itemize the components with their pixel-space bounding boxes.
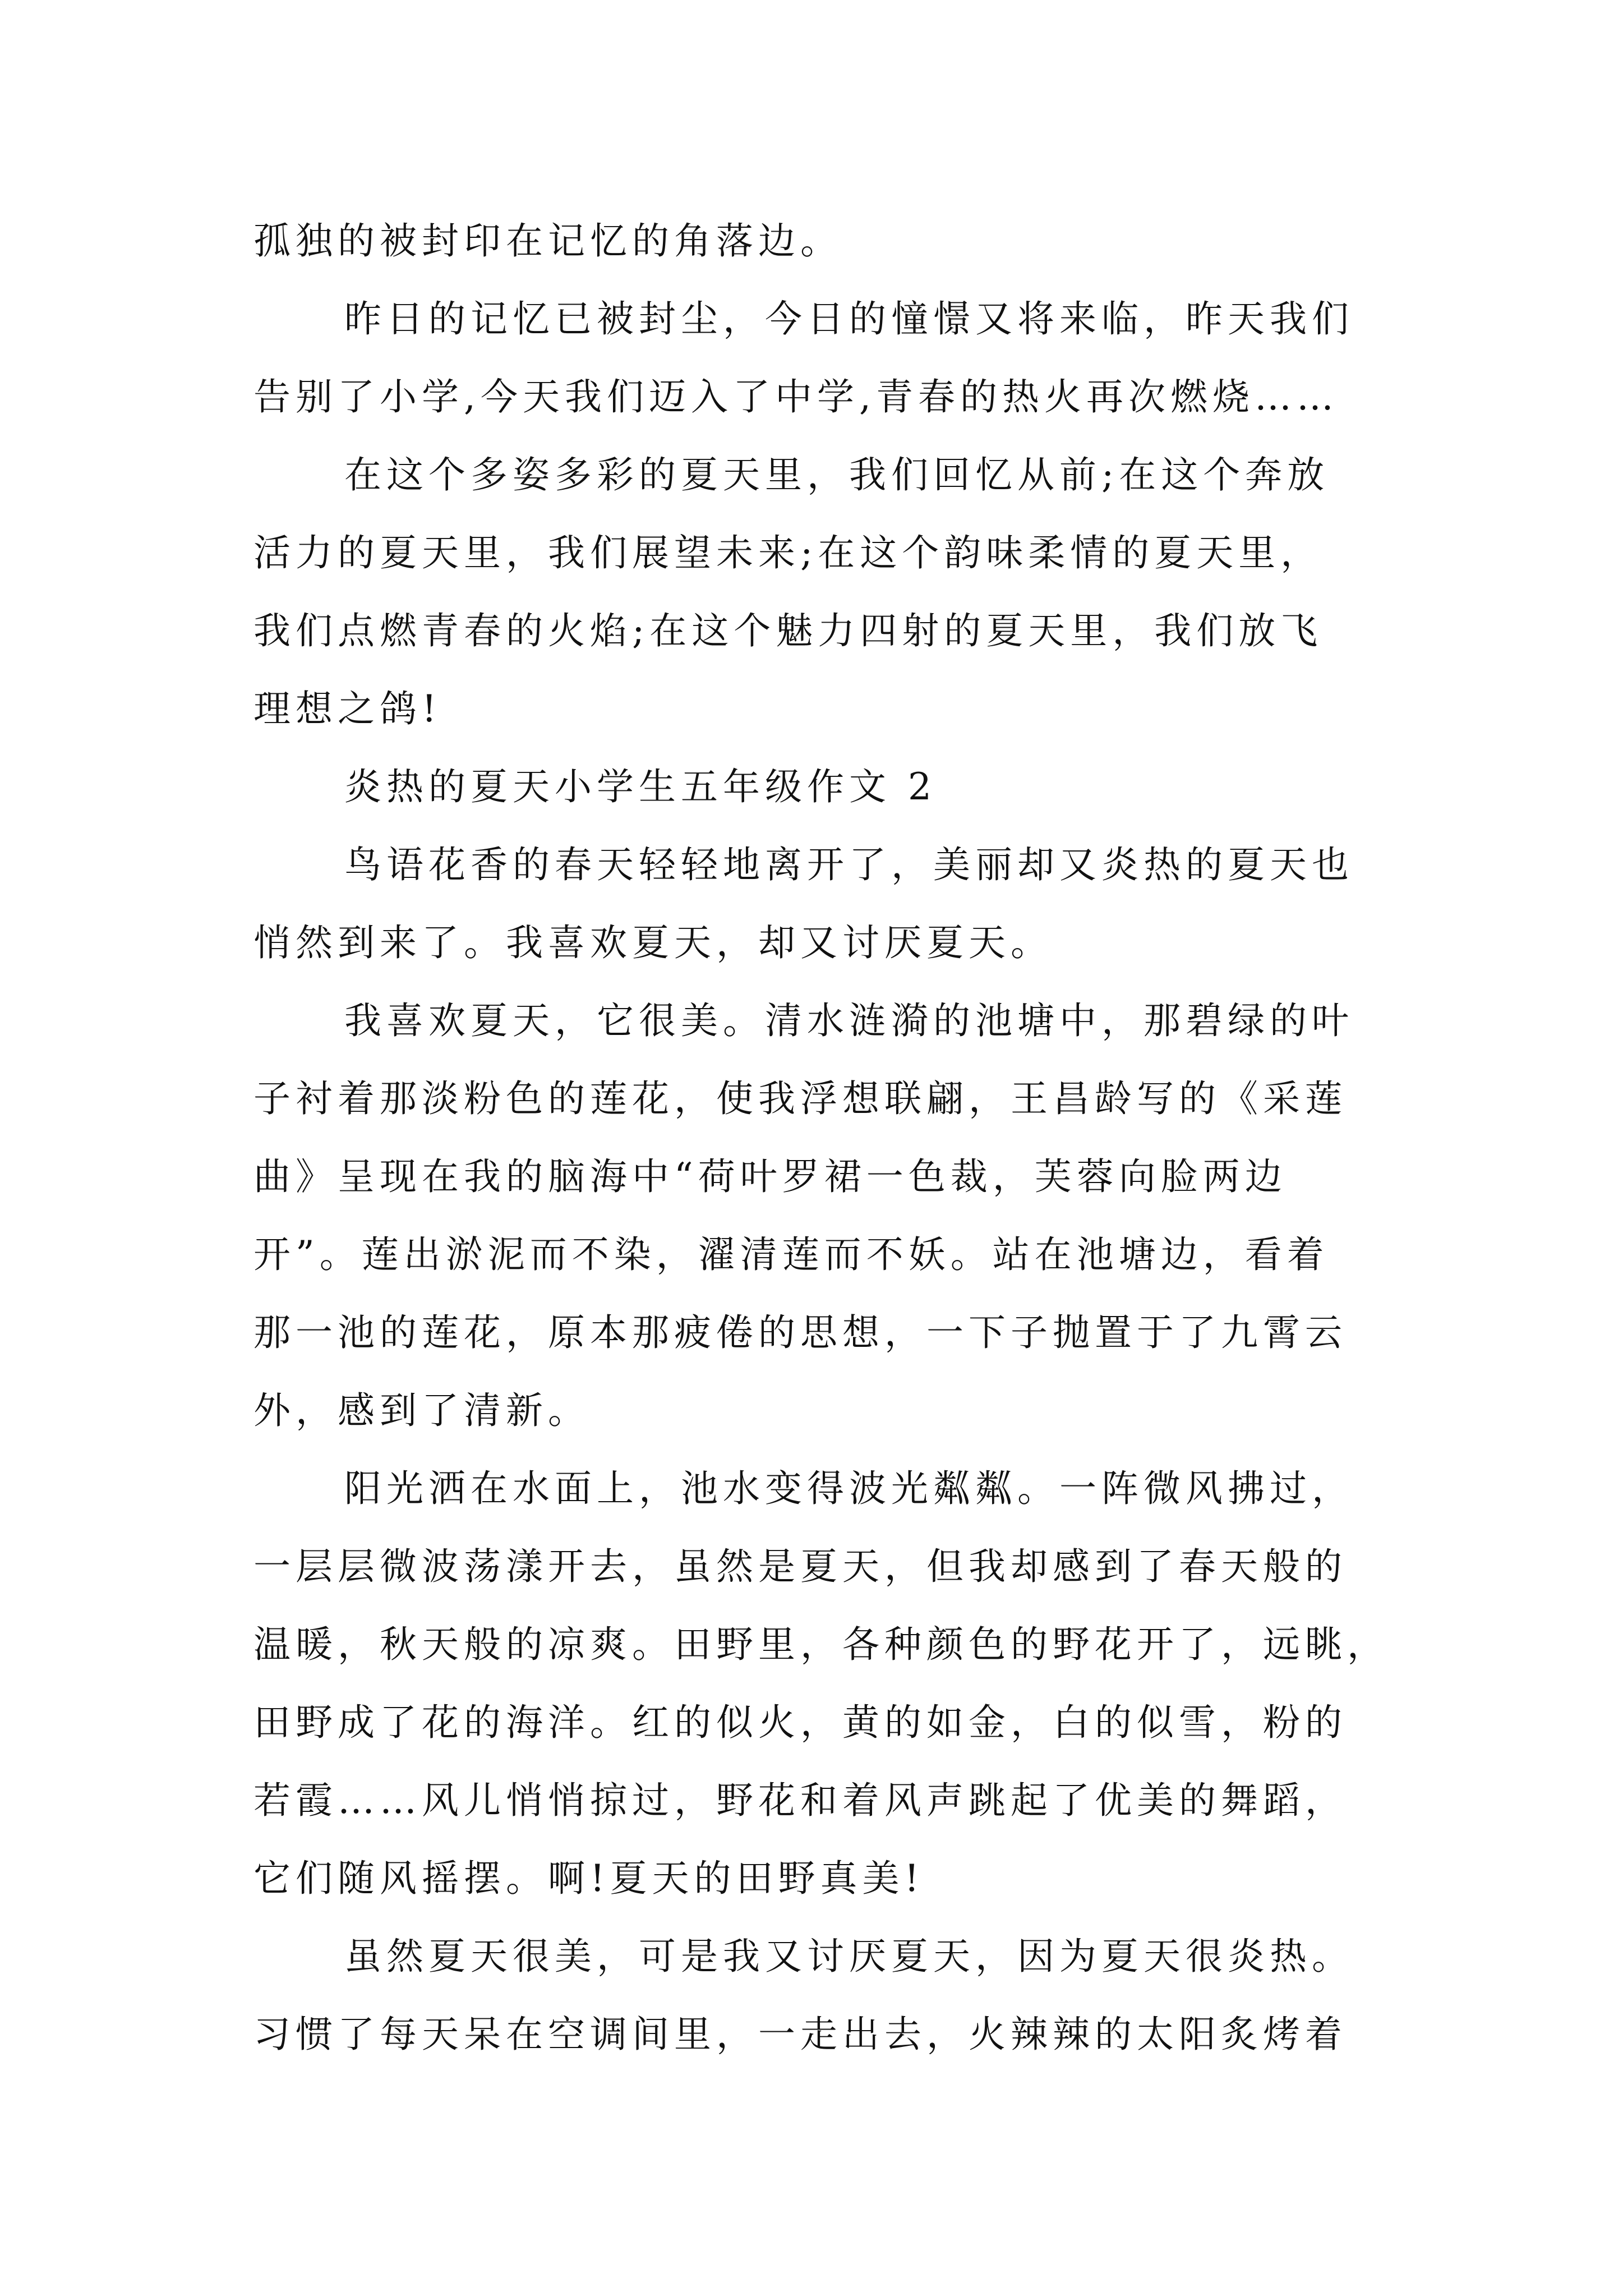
text-line: 告别了小学,今天我们迈入了中学,青春的热火再次燃烧…… [253, 375, 1339, 418]
text-line: 阳光洒在水面上，池水变得波光粼粼。一阵微风拂过， [344, 1467, 1354, 1510]
text-line: 外，感到了清新。 [253, 1389, 590, 1432]
text-line: 那一池的莲花，原本那疲倦的思想，一下子抛置于了九霄云 [253, 1311, 1347, 1354]
text-line: 曲》呈现在我的脑海中“荷叶罗裙一色裁，芙蓉向脸两边 [253, 1155, 1287, 1198]
text-line: 若霞……风儿悄悄掠过，野花和着风声跳起了优美的舞蹈， [253, 1779, 1347, 1822]
text-line: 昨日的记忆已被封尘，今日的憧憬又将来临，昨天我们 [344, 297, 1354, 341]
text-line: 在这个多姿多彩的夏天里，我们回忆从前;在这个奔放 [344, 453, 1330, 496]
text-line: 子衬着那淡粉色的莲花，使我浮想联翩，王昌龄写的《采莲 [253, 1077, 1347, 1120]
text-line: 理想之鸽! [253, 687, 442, 730]
text-line: 虽然夏天很美，可是我又讨厌夏天，因为夏天很炎热。 [344, 1935, 1354, 1978]
text-line: 我们点燃青春的火焰;在这个魅力四射的夏天里，我们放飞 [253, 609, 1323, 652]
text-line: 开”。莲出淤泥而不染，濯清莲而不妖。站在池塘边，看着 [253, 1233, 1329, 1276]
text-line: 温暖，秋天般的凉爽。田野里，各种颜色的野花开了，远眺， [253, 1623, 1389, 1666]
text-line: 孤独的被封印在记忆的角落边。 [253, 219, 842, 263]
document-body [253, 202, 1392, 2073]
text-line: 悄然到来了。我喜欢夏天，却又讨厌夏天。 [253, 921, 1053, 964]
text-line: 一层层微波荡漾开去，虽然是夏天，但我却感到了春天般的 [253, 1545, 1347, 1588]
text-line: 田野成了花的海洋。红的似火，黄的如金，白的似雪，粉的 [253, 1701, 1347, 1744]
text-line: 鸟语花香的春天轻轻地离开了，美丽却又炎热的夏天也 [344, 843, 1354, 886]
text-line: 它们随风摇摆。啊!夏天的田野真美! [253, 1857, 925, 1900]
text-line: 活力的夏天里，我们展望未来;在这个韵味柔情的夏天里， [253, 531, 1323, 574]
text-line: 炎热的夏天小学生五年级作文 2 [344, 765, 937, 808]
text-line: 我喜欢夏天，它很美。清水涟漪的池塘中，那碧绿的叶 [344, 999, 1354, 1042]
text-line: 习惯了每天呆在空调间里，一走出去，火辣辣的太阳炙烤着 [253, 2013, 1347, 2056]
